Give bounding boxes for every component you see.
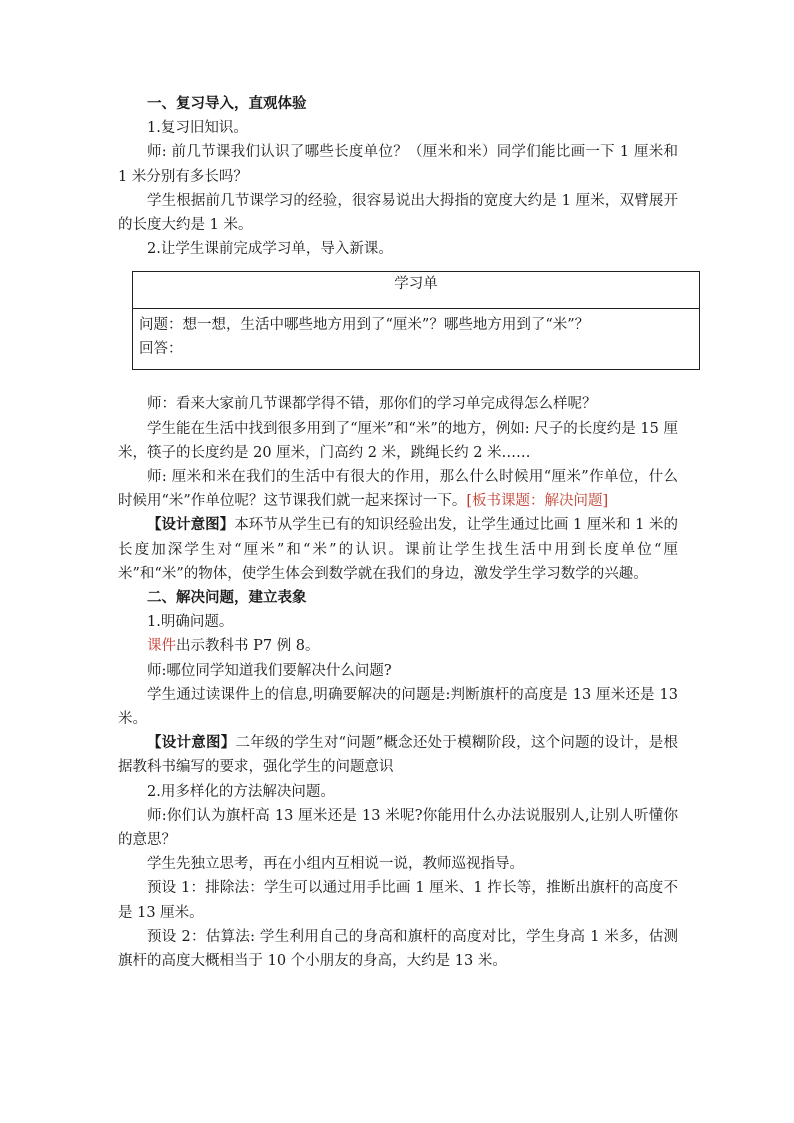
worksheet-box [132,271,700,370]
courseware-label: 课件 [147,638,176,655]
paragraph-text: 出示教科书 P7 例 8。 [176,638,320,655]
design-intent [118,731,678,779]
paragraph: 师:你们认为旗杆高 13 厘米还是 13 米呢?你能用什么办法说服别人,让别人听懂你的意思？ [118,807,678,849]
paragraph-text: 师: 厘米和米在我们的生活中有很大的作用，那么什么时候用“厘米”作单位，什么时候用“米”作单位呢？这节课我们就一起来探讨一下。 [118,469,678,510]
paragraph: 学生通过读课件上的信息,明确要解决的问题是:判断旗杆的高度是 13 厘米还是 13 米。 [118,686,678,728]
design-intent-tag: 【设计意图】 [147,734,236,752]
paragraph: 师：看来大家前几节课都学得不错，那你们的学习单完成得怎么样呢？ [147,396,597,413]
paragraph: 1.明确问题。 [147,614,234,631]
paragraph: 1.复习旧知识。 [147,120,248,137]
design-intent [118,513,678,586]
paragraph [118,634,678,658]
paragraph: 2.用多样化的方法解决问题。 [147,783,335,800]
board-note: [板书课题：解决问题] [466,493,609,510]
paragraph [118,465,678,513]
paragraph: 师:哪位同学知道我们要解决什么问题? [147,662,392,679]
paragraph: 学生先独立思考，再在小组内互相说一说，教师巡视指导。 [147,856,524,873]
paragraph: 预设 2：估算法: 学生利用自己的身高和旗杆的高度对比，学生身高 1 米多，估测旗杆的高度大概相当于 10 个小朋友的身高，大约是 13 米。 [118,928,678,970]
section-heading-solve: 二、解决问题，建立表象 [147,589,307,607]
paragraph: 2.让学生课前完成学习单，导入新课。 [147,241,393,258]
paragraph: 预设 1：排除法：学生可以通过用手比画 1 厘米、1 拃长等，推断出旗杆的高度不是 13 厘米。 [118,880,678,921]
design-intent-text: 二年级的学生对“问题”概念还处于模糊阶段，这个问题的设计，是根据教科书编写的要求，强化学生的问题意识 [118,735,679,776]
paragraph: 学生根据前几节课学习的经验，很容易说出大拇指的宽度大约是 1 厘米，双臂展开的长度大约是 1 米。 [118,192,678,234]
design-intent-tag: 【设计意图】 [147,516,235,534]
worksheet-question: 问题：想一想，生活中哪些地方用到了“厘米”？哪些地方用到了“米”？ [139,317,590,334]
paragraph: 学生能在生活中找到很多用到了“厘米”和“米”的地方，例如: 尺子的长度约是 15 厘米，筷子的长度约是 20 厘米，门高约 2 米，跳绳长约 2 米…… [118,420,678,461]
worksheet-answer: 回答： [139,341,183,358]
design-intent-text: 本环节从学生已有的知识经验出发，让学生通过比画 1 厘米和 1 米的长度加深学生对“厘米”和“米”的认识。课前让学生找生活中用到长度单位“厘米”和“米”的物体，使学生体会到数学就在我们的身边，激发学生学习数学的兴趣。 [118,517,679,582]
lesson-document [118,92,678,973]
worksheet-title: 学习单 [133,272,699,309]
section-heading-review: 一、复习导入，直观体验 [147,95,307,112]
paragraph: 师: 前几节课我们认识了哪些长度单位？（厘米和米）同学们能比画一下 1 厘米和 1 米分别有多长吗？ [118,144,678,185]
